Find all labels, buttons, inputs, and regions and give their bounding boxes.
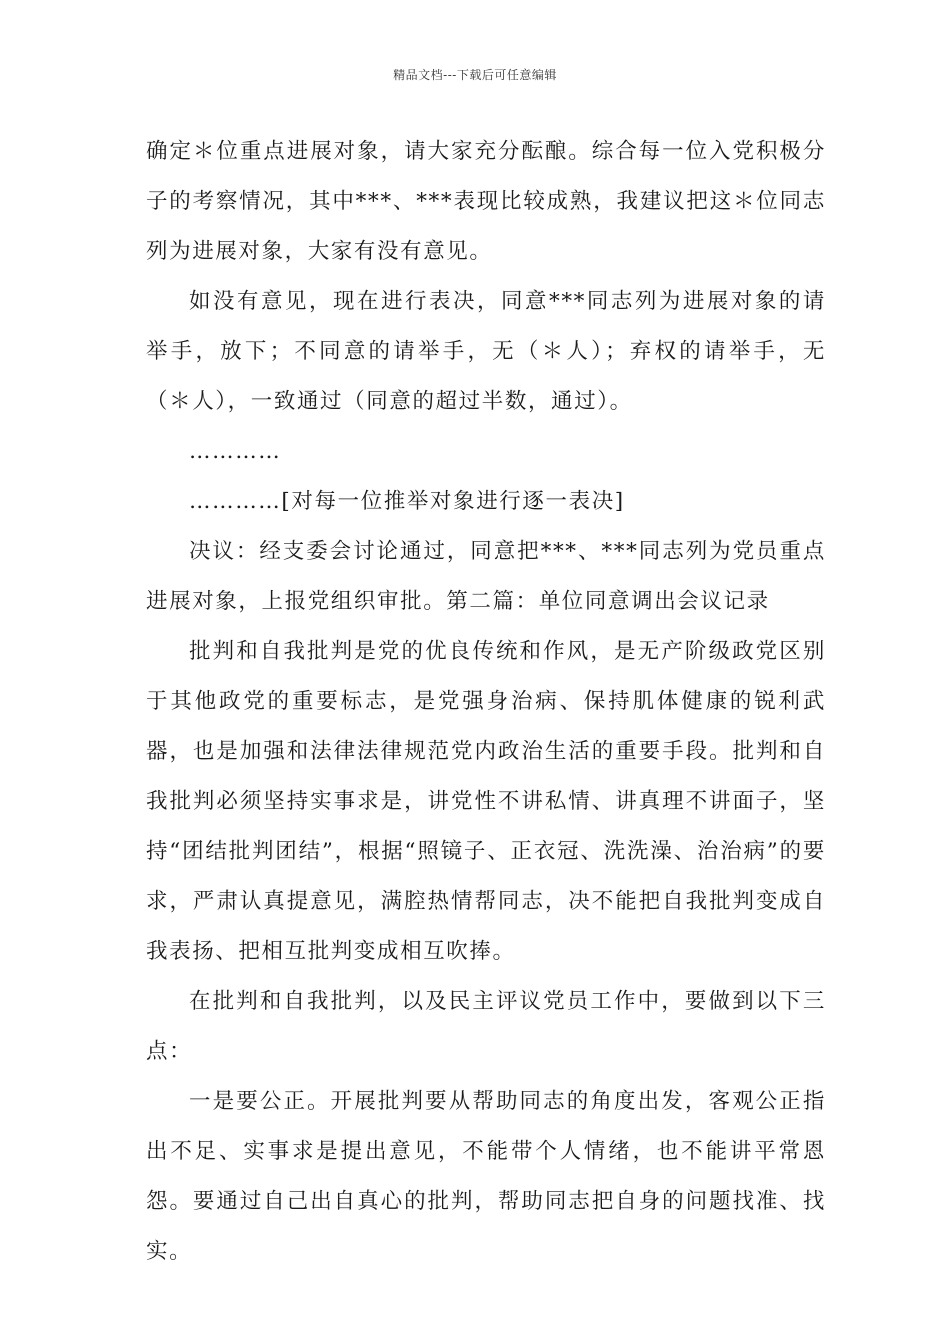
paragraph-criticism: 批判和自我批判是党的优良传统和作风，是无产阶级政党区别于其他政党的重要标志，是党强身治病、保持肌体健康的锐利武器，也是加强和法律法律规范党内政治生活的重要手段。批判和自我批判必须坚持实事求是，讲党性不讲私情、讲真理不讲面子，坚持“团结批判团结”，根据“照镜子、正衣冠、洗洗澡、治治病”的要求，严肃认真提意见，满腔热情帮同志，决不能把自我批判变成自我表扬、把相互批判变成相互吹捧。 (146, 639, 826, 964)
paragraph-vote-note: …………[对每一位推举对象进行逐一表决] (189, 489, 625, 514)
document-body (146, 127, 826, 1277)
paragraph-1: 确定＊位重点进展对象，请大家充分酝酿。综合每一位入党积极分子的考察情况，其中***、***表现比较成熟，我建议把这＊位同志列为进展对象，大家有没有意见。 (146, 139, 826, 264)
paragraph-three-points: 在批判和自我批判，以及民主评议党员工作中，要做到以下三点： (146, 989, 826, 1064)
paragraph-fairness: 一是要公正。开展批判要从帮助同志的角度出发，客观公正指出不足、实事求是提出意见，不能带个人情绪，也不能讲平常恩怨。要通过自己出自真心的批判，帮助同志把自身的问题找准、找实。 (146, 1089, 826, 1264)
paragraph-ellipsis: ………… (189, 439, 282, 464)
page-header: 精品文档---下载后可任意编辑 (393, 68, 557, 82)
paragraph-2: 如没有意见，现在进行表决，同意***同志列为进展对象的请举手，放下；不同意的请举手，无（＊人）；弃权的请举手，无（＊人），一致通过（同意的超过半数，通过）。 (146, 289, 826, 414)
paragraph-resolution: 决议：经支委会讨论通过，同意把***、***同志列为党员重点进展对象，上报党组织审批。第二篇：单位同意调出会议记录 (146, 539, 826, 614)
